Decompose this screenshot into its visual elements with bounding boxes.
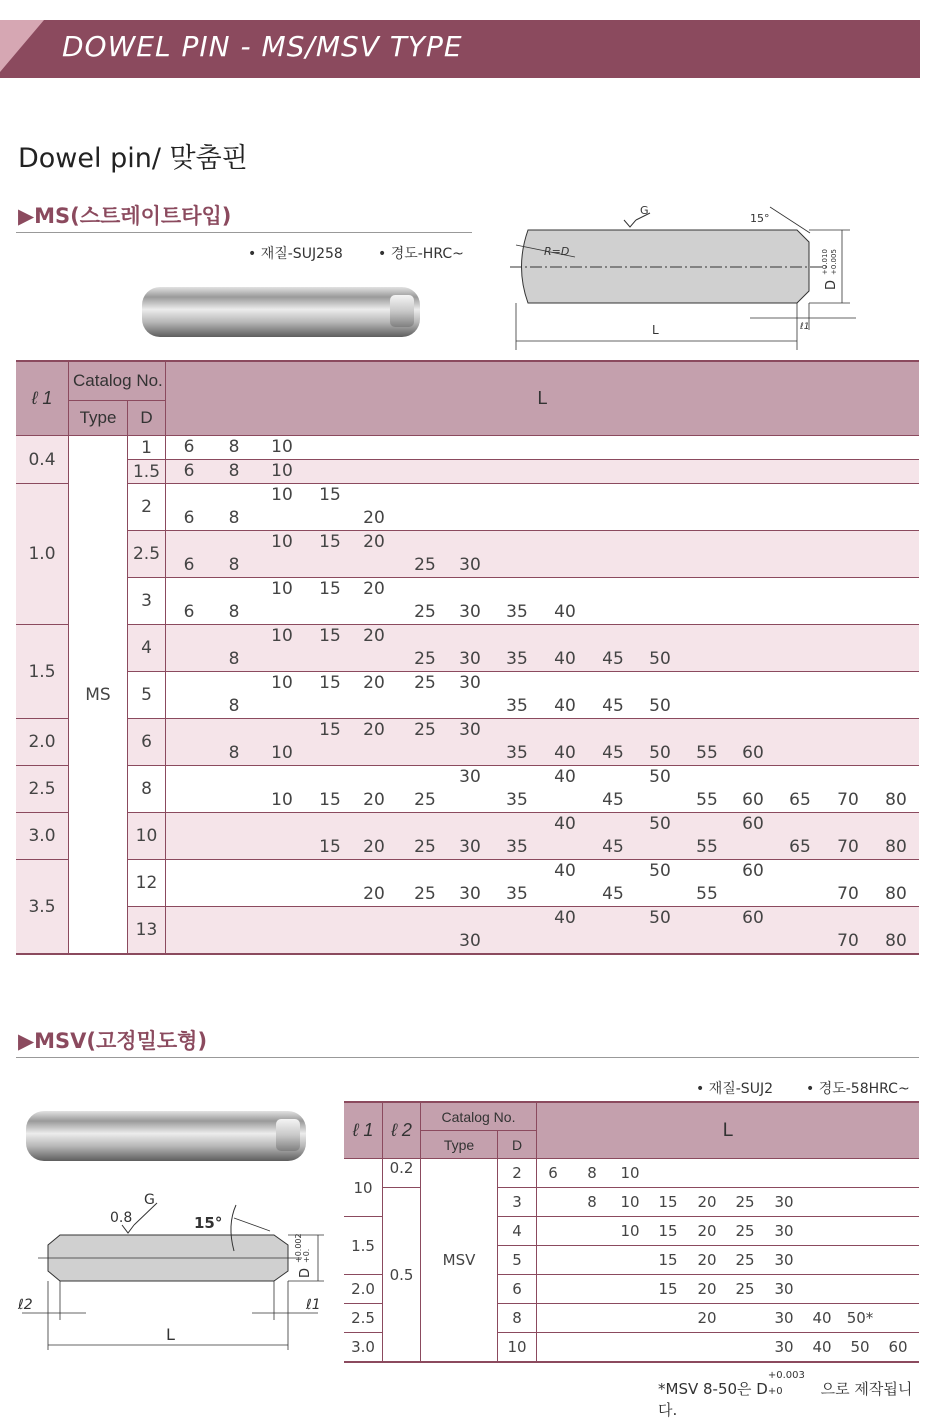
ms-l-value: 30 [459,767,481,787]
ms-l-value: 15 [319,532,341,552]
msv-l-value: 30 [774,1251,794,1269]
msv-d-cell: 8 [498,1304,537,1333]
ms-l-value: 50 [649,696,671,716]
ms-d-cell: 13 [128,907,166,955]
ms-l-value: 40 [554,743,576,763]
msv-l-value: 25 [735,1222,755,1240]
ms-type-cell: MS [69,436,128,955]
ms-l-values [166,578,920,625]
ms-l-value: 50 [649,861,671,881]
msv-l-value: 20 [697,1193,717,1211]
ms-d-cell: 2 [128,484,166,531]
ms-l-value: 50 [649,767,671,787]
ms-l-value: 25 [414,837,436,857]
ms-d-cell: 1.5 [128,460,166,484]
msv-l-value: 15 [658,1251,678,1269]
ms-l-values [166,907,920,955]
ms-section-divider [16,232,472,233]
msv-col-l: L [537,1102,920,1159]
ms-l-value: 25 [414,720,436,740]
ms-l-value: 40 [554,861,576,881]
ms-l-value: 50 [649,649,671,669]
ms-l-value: 15 [319,485,341,505]
msv-l-values [537,1159,920,1188]
ms-l-value: 70 [837,790,859,810]
msv-drawing-g: G [144,1192,155,1208]
ms-l-value: 35 [506,790,528,810]
ms-l-value: 15 [319,626,341,646]
msv-l-value: 40 [812,1309,832,1327]
ms-l-value: 60 [742,908,764,928]
ms-l-values [166,766,920,813]
msv-l-value: 20 [697,1280,717,1298]
ms-l-value: 30 [459,931,481,951]
ms-table-row [16,531,919,578]
ms-l-value: 25 [414,555,436,575]
ms-l-value: 50 [649,743,671,763]
msv-l-value: 15 [658,1280,678,1298]
ms-l-value: 45 [602,649,624,669]
ms-l-values [166,436,920,460]
ms-l-value: 20 [363,673,385,693]
msv-drawing-angle: 15° [194,1214,223,1232]
ms-d-cell: 2.5 [128,531,166,578]
ms-l-value: 30 [459,555,481,575]
ms-l-value: 25 [414,649,436,669]
msv-l-value: 20 [697,1251,717,1269]
msv-l-values [537,1333,920,1363]
ms-l1-cell: 1.5 [16,625,69,719]
ms-l-value: 25 [414,884,436,904]
footnote-tol-hi: +0.003 [767,1370,805,1381]
ms-l-value: 55 [696,884,718,904]
ms-table-row [16,436,919,460]
ms-drawing-l: L [652,323,659,337]
ms-l-value: 35 [506,649,528,669]
msv-d-cell: 5 [498,1246,537,1275]
ms-l-value: 60 [742,743,764,763]
ms-d-cell: 8 [128,766,166,813]
ms-d-cell: 10 [128,813,166,860]
ms-l-value: 10 [271,532,293,552]
ms-l-value: 8 [228,555,240,575]
footnote-text: *MSV 8-50은 D [658,1380,768,1398]
ms-l-value: 35 [506,884,528,904]
msv-l-value: 30 [774,1309,794,1327]
ms-l1-cell: 0.4 [16,436,69,484]
ms-col-type: Type [69,401,128,436]
ms-l-value: 6 [183,508,195,528]
ms-table-row [16,460,919,484]
ms-l-value: 15 [319,790,341,810]
ms-l-value: 25 [414,673,436,693]
ms-l-value: 30 [459,884,481,904]
page-title: Dowel pin/ 맞춤핀 [18,143,248,174]
ms-l-values [166,484,920,531]
ms-drawing-tol-lo: +0.005 [830,249,838,275]
ms-l-value: 35 [506,602,528,622]
ms-table-row [16,484,919,531]
msv-drawing-l2: ℓ2 [18,1297,33,1313]
ms-material: • 재질-SUJ258 [248,246,343,262]
ms-l-value: 35 [506,837,528,857]
msv-l1-cell: 10 [344,1159,383,1217]
ms-l-value: 20 [363,508,385,528]
msv-col-l2: ℓ 2 [383,1102,421,1159]
ms-table-row [16,907,919,955]
ms-l-value: 35 [506,696,528,716]
ms-l-value: 25 [414,602,436,622]
ms-l-value: 30 [459,837,481,857]
banner-tab-decoration [0,20,44,72]
ms-l-value: 8 [228,602,240,622]
ms-l-value: 8 [228,508,240,528]
ms-l-value: 70 [837,931,859,951]
ms-table-row [16,860,919,907]
ms-l-value: 6 [183,555,195,575]
ms-l-value: 6 [183,461,195,481]
ms-l-value: 10 [271,673,293,693]
msv-l-values [537,1304,920,1333]
msv-l2-cell: 0.5 [383,1188,421,1363]
msv-d-cell: 2 [498,1159,537,1188]
ms-l-value: 15 [319,673,341,693]
ms-l-value: 8 [228,649,240,669]
ms-pin-end [390,295,414,327]
ms-l-value: 55 [696,743,718,763]
msv-drawing-tol-lo: +0. [302,1248,311,1263]
msv-l-values [537,1275,920,1304]
ms-l-value: 8 [228,461,240,481]
ms-table-row [16,719,919,766]
msv-l1-cell: 2.0 [344,1275,383,1304]
ms-l-value: 80 [885,884,907,904]
ms-l-value: 25 [414,790,436,810]
msv-l-value: 25 [735,1280,755,1298]
msv-d-cell: 10 [498,1333,537,1363]
msv-l-value: 25 [735,1193,755,1211]
ms-table-row [16,578,919,625]
ms-spec-table [16,360,919,955]
ms-l-value: 45 [602,790,624,810]
ms-l-value: 65 [789,790,811,810]
ms-hardness: • 경도-HRC~ [378,246,464,262]
ms-l-value: 30 [459,720,481,740]
msv-col-catalog: Catalog No. [421,1102,537,1131]
header-banner [0,20,920,78]
msv-l-values [537,1188,920,1217]
msv-drawing-roughness: 0.8 [110,1210,133,1226]
ms-drawing [500,195,870,355]
msv-table-row [344,1159,919,1188]
msv-l-values [537,1217,920,1246]
ms-l-value: 60 [742,861,764,881]
ms-col-d: D [128,401,166,436]
msv-drawing-tol-hi: +0.002 [294,1233,303,1263]
ms-l-value: 30 [459,673,481,693]
ms-l-value: 6 [183,437,195,457]
msv-col-type: Type [421,1131,498,1159]
ms-d-cell: 5 [128,672,166,719]
msv-col-l1: ℓ 1 [344,1102,383,1159]
ms-l-value: 20 [363,532,385,552]
msv-footnote [658,1370,927,1420]
page-banner-title: DOWEL PIN - MS/MSV TYPE [62,30,463,63]
msv-section-divider [16,1057,919,1058]
ms-l-value: 8 [228,743,240,763]
ms-d-cell: 1 [128,436,166,460]
msv-pin-photo [26,1111,306,1161]
ms-table-row [16,625,919,672]
msv-drawing-l1: ℓ1 [306,1297,321,1313]
ms-l-value: 80 [885,931,907,951]
ms-col-catalog: Catalog No. [69,361,166,401]
ms-l-values [166,813,920,860]
msv-l-value: 30 [774,1280,794,1298]
msv-l-value: 50* [846,1309,874,1327]
msv-col-d: D [498,1131,537,1159]
ms-l-value: 10 [271,461,293,481]
ms-l-value: 15 [319,579,341,599]
footnote-tol-lo: +0 [767,1386,783,1397]
msv-l-value: 10 [620,1222,640,1240]
msv-l-value: 8 [587,1193,597,1211]
ms-l-values [166,531,920,578]
ms-pin-photo [142,287,420,337]
msv-l-value: 30 [774,1222,794,1240]
msv-l-value: 60 [888,1338,908,1356]
ms-header-row [16,361,919,401]
ms-l-value: 55 [696,837,718,857]
ms-drawing-angle: 15° [750,212,770,225]
ms-l-value: 10 [271,485,293,505]
ms-l-value: 10 [271,579,293,599]
msv-pin-end [276,1119,300,1151]
ms-l-value: 50 [649,814,671,834]
ms-l-value: 70 [837,884,859,904]
msv-l-value: 10 [620,1164,640,1182]
msv-header-row [344,1102,919,1131]
ms-drawing-d: D [824,279,839,290]
ms-section-title: ▶MS(스트레이트타입) [18,204,232,228]
ms-l-value: 10 [271,437,293,457]
ms-l-value: 15 [319,837,341,857]
msv-l-value: 25 [735,1251,755,1269]
msv-l-value: 15 [658,1222,678,1240]
msv-drawing [12,1185,332,1365]
ms-l-value: 6 [183,602,195,622]
ms-l-value: 40 [554,814,576,834]
ms-l-value: 15 [319,720,341,740]
ms-l1-cell: 2.0 [16,719,69,766]
ms-l-value: 65 [789,837,811,857]
msv-l1-cell: 2.5 [344,1304,383,1333]
ms-l-value: 30 [459,649,481,669]
ms-l-value: 30 [459,602,481,622]
ms-l-value: 40 [554,767,576,787]
msv-l-value: 20 [697,1309,717,1327]
ms-drawing-g: G [640,204,649,217]
msv-l-value: 20 [697,1222,717,1240]
ms-l-value: 40 [554,602,576,622]
ms-l-value: 20 [363,884,385,904]
ms-l-value: 50 [649,908,671,928]
msv-l-value: 50 [850,1338,870,1356]
footnote-tail: 으로 제작됩니다. [658,1380,913,1419]
msv-section-title: ▶MSV(고정밀도형) [18,1029,208,1053]
ms-d-cell: 6 [128,719,166,766]
msv-drawing-d: D [298,1267,313,1278]
ms-table-row [16,766,919,813]
ms-l-value: 45 [602,884,624,904]
ms-l-value: 20 [363,720,385,740]
ms-l1-cell: 1.0 [16,484,69,625]
ms-l-value: 60 [742,814,764,834]
msv-l2-cell: 0.2 [383,1159,421,1188]
msv-d-cell: 6 [498,1275,537,1304]
msv-l-value: 6 [548,1164,558,1182]
ms-table-row [16,813,919,860]
ms-l1-cell: 3.5 [16,860,69,955]
msv-spec-table [344,1101,919,1363]
ms-l-value: 8 [228,437,240,457]
ms-l-value: 55 [696,790,718,810]
ms-l-value: 40 [554,908,576,928]
ms-l-value: 20 [363,626,385,646]
msv-l-value: 8 [587,1164,597,1182]
ms-l-value: 20 [363,579,385,599]
msv-l-value: 10 [620,1193,640,1211]
ms-l-values [166,860,920,907]
msv-l-value: 40 [812,1338,832,1356]
ms-l-value: 10 [271,626,293,646]
msv-d-cell: 4 [498,1217,537,1246]
msv-d-cell: 3 [498,1188,537,1217]
ms-l-value: 45 [602,743,624,763]
ms-l-value: 10 [271,790,293,810]
ms-d-cell: 4 [128,625,166,672]
msv-l1-cell: 3.0 [344,1333,383,1363]
ms-l-value: 45 [602,696,624,716]
ms-l-values [166,460,920,484]
msv-type-cell: MSV [421,1159,498,1363]
ms-drawing-tol-hi: +0.010 [821,249,829,275]
ms-l-value: 10 [271,743,293,763]
ms-l1-cell: 3.0 [16,813,69,860]
ms-col-l1: ℓ 1 [16,361,69,436]
msv-l-value: 30 [774,1338,794,1356]
msv-material: • 재질-SUJ2 [696,1081,773,1097]
ms-col-l: L [166,361,920,436]
ms-l-value: 70 [837,837,859,857]
ms-l-values [166,672,920,719]
ms-l-values [166,719,920,766]
ms-l-value: 20 [363,837,385,857]
ms-d-cell: 3 [128,578,166,625]
ms-l-value: 40 [554,649,576,669]
ms-l-value: 8 [228,696,240,716]
ms-l-value: 20 [363,790,385,810]
ms-l-values [166,625,920,672]
msv-l1-cell: 1.5 [344,1217,383,1275]
ms-d-cell: 12 [128,860,166,907]
msv-l-values [537,1246,920,1275]
ms-l-value: 45 [602,837,624,857]
msv-l-value: 15 [658,1193,678,1211]
ms-l-value: 80 [885,837,907,857]
ms-l-value: 80 [885,790,907,810]
ms-table-row [16,672,919,719]
msv-drawing-l: L [166,1325,175,1344]
ms-l-value: 40 [554,696,576,716]
ms-l-value: 60 [742,790,764,810]
msv-hardness: • 경도-58HRC~ [806,1081,910,1097]
ms-drawing-radius: R=D [544,245,570,258]
ms-l1-cell: 2.5 [16,766,69,813]
msv-l-value: 30 [774,1193,794,1211]
ms-l-value: 35 [506,743,528,763]
ms-drawing-l1: ℓ1 [800,322,810,332]
